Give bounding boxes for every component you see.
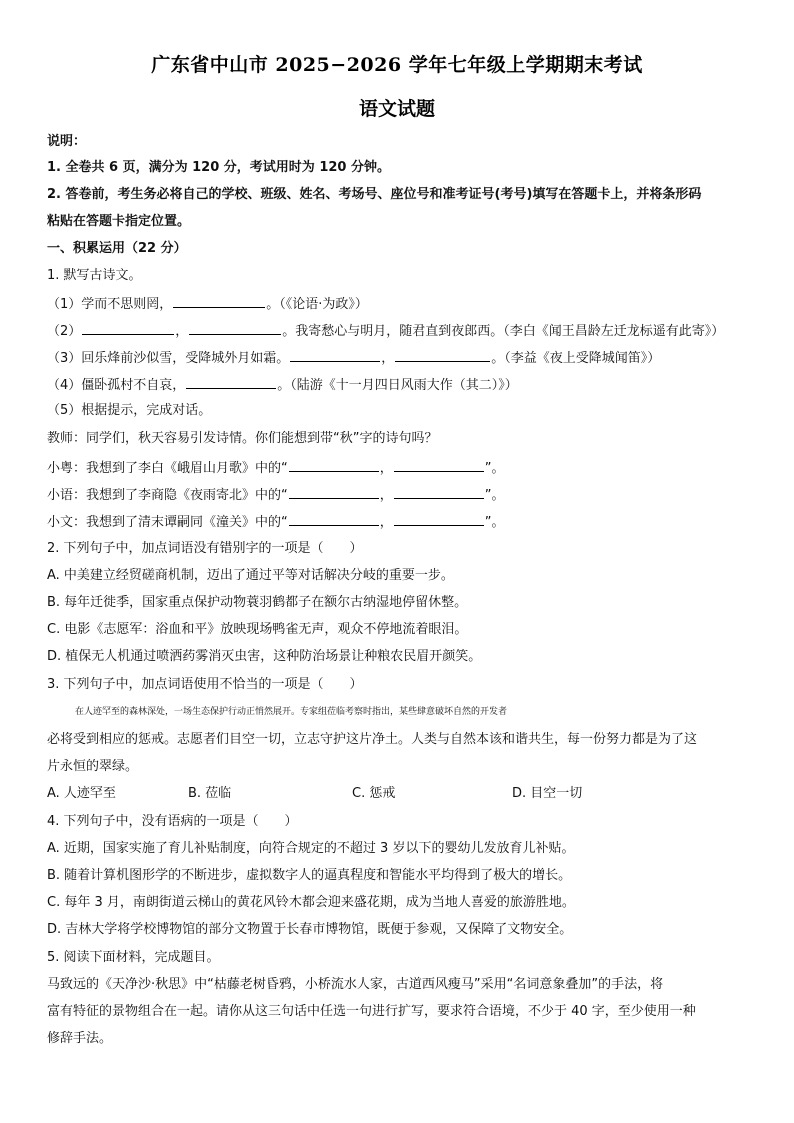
q4-option-a: A. 近期，国家实施了育儿补贴制度，向符合规定的不超过 3 岁以下的婴幼儿发放育儿补贴。 <box>47 841 575 856</box>
q1-item-1 <box>47 293 759 314</box>
teacher-line: 教师：同学们，秋天容易引发诗情。你们能想到带“秋”字的诗句吗？ <box>47 431 438 446</box>
q3-passage-line-3: 片永恒的翠绿。 <box>47 759 139 774</box>
q1-item-4-post: 。（陆游《十一月四日风雨大作（其二）》） <box>277 378 518 393</box>
note-2-line-2: 粘贴在答题卡指定位置。 <box>47 214 191 229</box>
q4-option-b: B. 随着计算机图形学的不断进步，虚拟数字人的逼真程度和智能水平均得到了极大的增长。 <box>47 868 572 883</box>
answer-blank[interactable] <box>173 293 265 308</box>
student-2-mid: ， <box>379 488 393 503</box>
notes-label: 说明： <box>47 134 87 149</box>
q1-item-3-pre: （3）回乐烽前沙似雪，受降城外月如霜。 <box>47 351 290 366</box>
q2-option-d: D. 植保无人机通过喷洒药雾消灭虫害，这种防治场景让种粮农民眉开颜笑。 <box>47 649 482 664</box>
q2-option-b: B. 每年迁徙季，国家重点保护动物蓑羽鹤都子在额尔古纳湿地停留休整。 <box>47 595 468 610</box>
q3-option-c: C. 惩戒 <box>352 786 396 801</box>
answer-blank[interactable] <box>394 511 484 526</box>
q2-option-a: A. 中美建立经贸磋商机制，迈出了通过平等对话解决分岐的重要一步。 <box>47 568 454 583</box>
student-2-post: ”。 <box>484 488 505 503</box>
student-3-line <box>47 511 759 532</box>
q4-option-d: D. 吉林大学将学校博物馆的部分文物置于长春市博物馆，既便于参观，又保障了文物安全。 <box>47 922 573 937</box>
student-1-line <box>47 457 759 478</box>
student-3-post: ”。 <box>484 515 505 530</box>
q5-material-line-3: 修辞手法。 <box>47 1031 113 1046</box>
q1-item-3-post: 。（李益《夜上受降城闻笛》） <box>491 351 661 366</box>
q5-material-line-1: 马致远的《天净沙·秋思》中“枯藤老树昏鸦，小桥流水人家，古道西风瘦马”采用“名词意象叠加”的手法，将 <box>47 977 664 992</box>
answer-blank[interactable] <box>189 320 281 335</box>
q5-stem: 5. 阅读下面材料，完成题目。 <box>47 950 220 965</box>
q1-item-1-pre: （1）学而不思则罔， <box>47 297 173 312</box>
exam-subtitle: 语文试题 <box>358 98 435 120</box>
q1-item-3 <box>47 347 759 368</box>
q1-item-5: （5）根据提示，完成对话。 <box>47 403 212 418</box>
answer-blank[interactable] <box>394 484 484 499</box>
note-2-line-1: 2. 答卷前，考生务必将自己的学校、班级、姓名、考场号、座位号和准考证号(考号)填写在答题卡上，并将条形码 <box>47 187 702 202</box>
q1-item-4 <box>47 374 759 395</box>
student-2-line <box>47 484 759 505</box>
q5-material-line-2: 富有特征的景物组合在一起。请你从这三句话中任选一句进行扩写，要求符合语境，不少于 40 字，至少使用一种 <box>47 1004 696 1019</box>
answer-blank[interactable] <box>289 511 379 526</box>
q1-stem: 1. 默写古诗文。 <box>47 268 142 283</box>
q2-stem: 2. 下列句子中，加点词语没有错别字的一项是（ ） <box>47 541 363 556</box>
answer-blank[interactable] <box>290 347 380 362</box>
q1-item-4-pre: （4）僵卧孤村不自哀， <box>47 378 186 393</box>
student-3-pre: 小文：我想到了清末谭嗣同《潼关》中的“ <box>47 515 288 530</box>
answer-blank[interactable] <box>289 484 379 499</box>
answer-blank[interactable] <box>394 457 484 472</box>
q1-item-2 <box>47 320 759 341</box>
q1-item-2-mid: ， <box>175 324 189 339</box>
q1-item-2-post: 。我寄愁心与明月，随君直到夜郎西。（李白《闻王昌龄左迁龙标遥有此寄》） <box>282 324 725 339</box>
q4-option-c: C. 每年 3 月，南朗街道云梯山的黄花风铃木都会迎来盛花期，成为当地人喜爱的旅游胜地。 <box>47 895 575 910</box>
section-heading: 一、积累运用（22 分） <box>47 241 187 256</box>
q3-option-b: B. 莅临 <box>188 786 232 801</box>
answer-blank[interactable] <box>186 374 276 389</box>
exam-title: 广东省中山市 2025−2026 学年七年级上学期期末考试 <box>151 54 643 76</box>
q3-option-d: D. 目空一切 <box>512 786 583 801</box>
answer-blank[interactable] <box>289 457 379 472</box>
q4-stem: 4. 下列句子中，没有语病的一项是（ ） <box>47 814 298 829</box>
student-3-mid: ， <box>379 515 393 530</box>
q3-passage-line-2: 必将受到相应的惩戒。志愿者们目空一切，立志守护这片净土。人类与自然本该和谐共生，每一份努力都是为了这 <box>47 732 698 747</box>
student-2-pre: 小语：我想到了李商隐《夜雨寄北》中的“ <box>47 488 288 503</box>
student-1-pre: 小粤：我想到了李白《峨眉山月歌》中的“ <box>47 461 288 476</box>
answer-blank[interactable] <box>82 320 174 335</box>
q1-item-1-post: 。（《论语·为政》） <box>266 297 368 312</box>
q1-item-3-mid: ， <box>381 351 395 366</box>
q3-option-a: A. 人迹罕至 <box>47 786 116 801</box>
student-1-mid: ， <box>379 461 393 476</box>
q2-option-c: C. 电影《志愿军：浴血和平》放映现场鸭雀无声，观众不停地流着眼泪。 <box>47 622 468 637</box>
q3-stem: 3. 下列句子中，加点词语使用不恰当的一项是（ ） <box>47 677 363 692</box>
q3-passage-line-1: 在人迹罕至的森林深处，一场生态保护行动正悄然展开。专家组莅临考察时指出，某些肆意破坏自然的开发者 <box>75 707 508 717</box>
note-1: 1. 全卷共 6 页，满分为 120 分，考试用时为 120 分钟。 <box>47 160 390 175</box>
q1-item-2-pre: （2） <box>47 324 82 339</box>
answer-blank[interactable] <box>395 347 490 362</box>
student-1-post: ”。 <box>484 461 505 476</box>
